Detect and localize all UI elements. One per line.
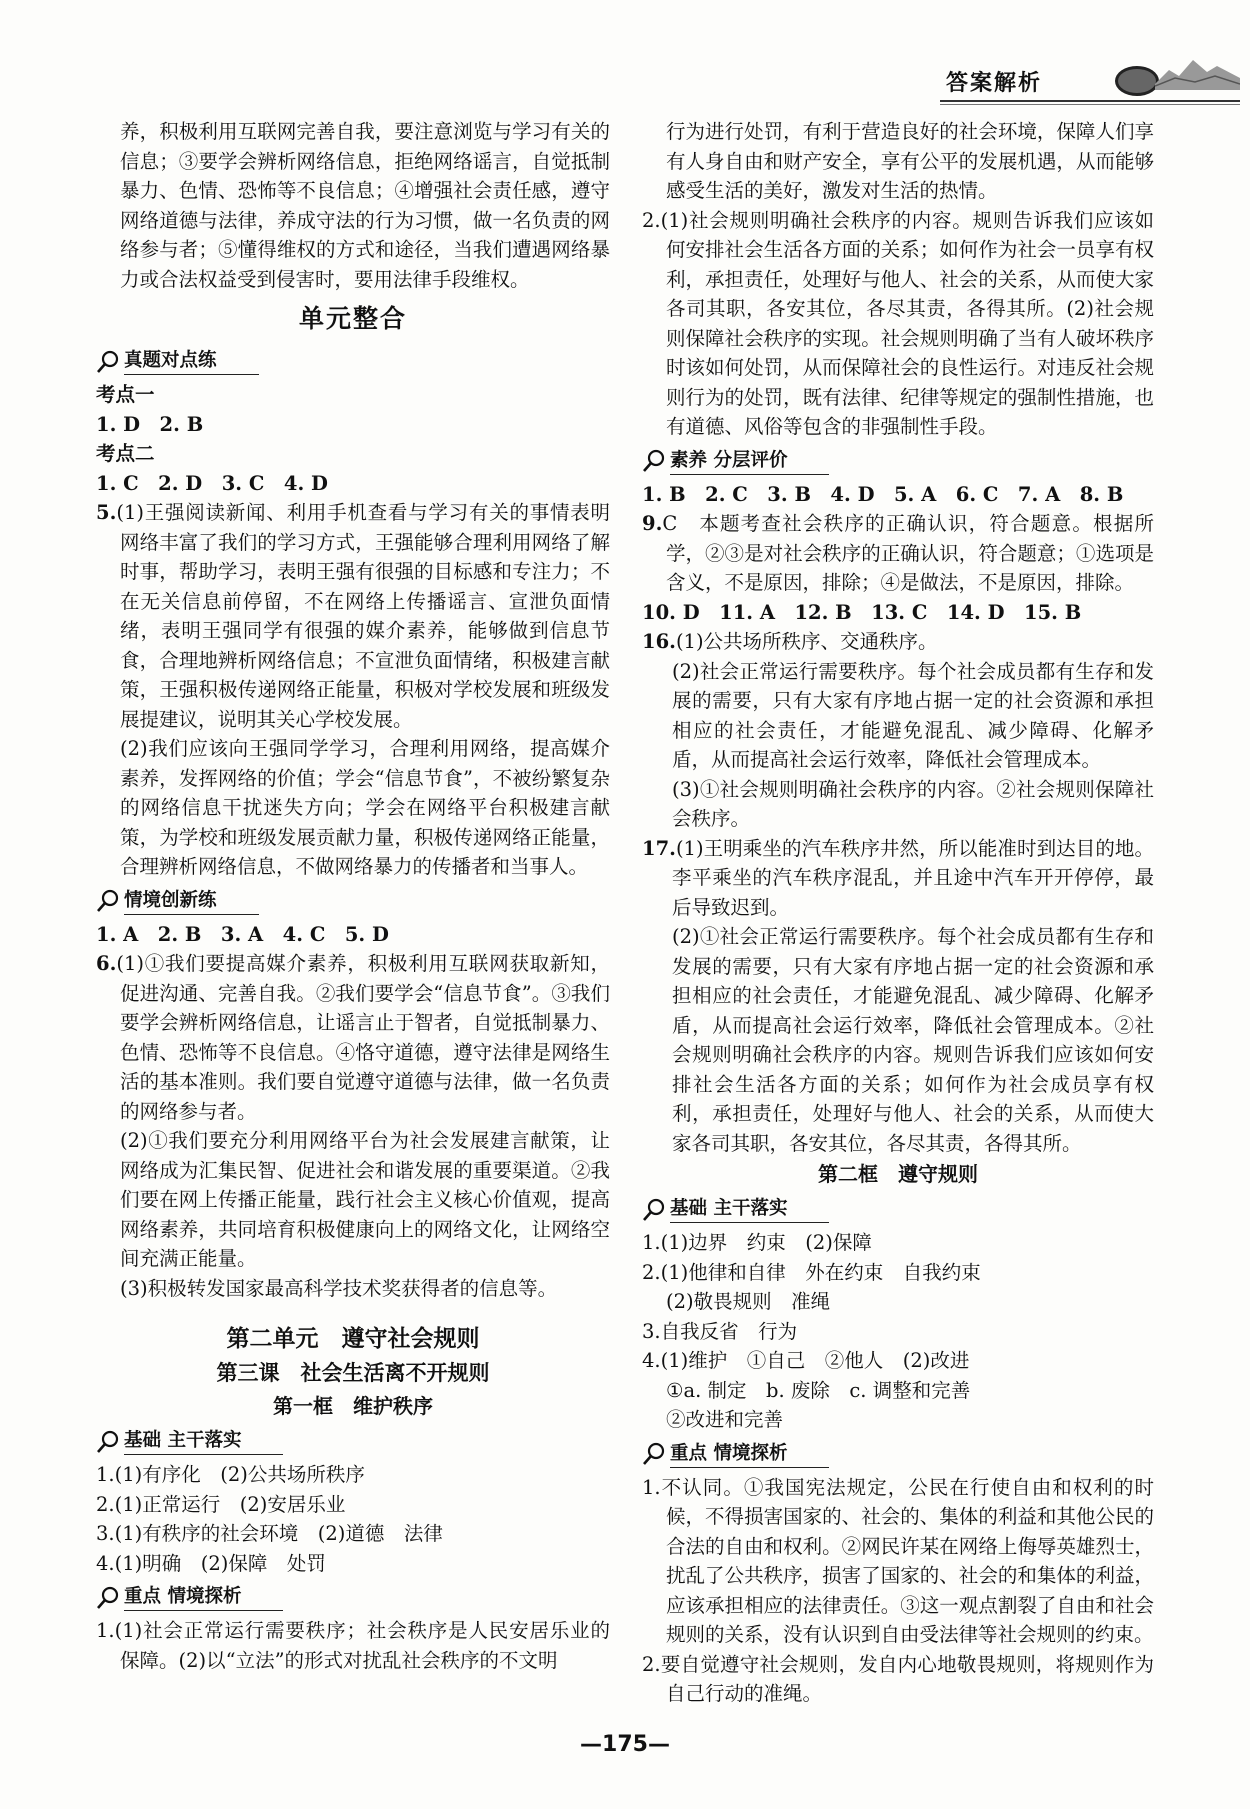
answer-line: 1. A 2. B 3. A 4. C 5. D (96, 922, 389, 946)
section-header-suyang (642, 444, 1154, 479)
fill-answer-line: 2.(1)正常运行 (2)安居乐业 (96, 1492, 346, 1516)
fill-answer-line: 3.(1)有秩序的社会环境 (2)道德 法律 (96, 1522, 443, 1545)
question-number: 17. (642, 836, 676, 860)
magnifier-icon (96, 1429, 120, 1455)
question-17 (642, 834, 1154, 923)
answer-text: (1)社会正常运行需要秩序；社会秩序是人民安居乐业的保障。(2)以“立法”的形式对扰乱社会秩序的不文明 (114, 1619, 610, 1672)
question-9 (642, 509, 1154, 598)
section-header-jichu (96, 1424, 610, 1459)
mountain-icon (1155, 50, 1240, 90)
answer-text: (1)王明乘坐的汽车秩序井然，所以能准时到达目的地。李平乘坐的汽车秩序混乱，并且途中汽车开开停停，最后导致迟到。 (672, 836, 1154, 919)
section-title: 基础 主干落实 (670, 1196, 829, 1223)
magnifier-icon (96, 349, 120, 375)
answer-text: (1)社会规则明确社会秩序的内容。规则告诉我们应该如何安排社会生活各方面的关系；如何作为社会一员享有权利，承担责任，处理好与他人、社会的关系，从而使大家各司其职，各安其位，各尽其责，各得其所。(2)社会规则保障社会秩序的实现。社会规则明确了当有人破坏秩序时该如何处罚，从而保障社会的良性运行。对违反社会规则行为的处罚，既有法律、纪律等规定的强制性措施，也有道德、风俗等包含的非强制性手段。 (660, 208, 1154, 438)
answer-line: 10. D 11. A 12. B 13. C 14. D 15. B (642, 600, 1082, 624)
fill-answer-line: 1.(1)边界 约束 (2)保障 (642, 1231, 872, 1254)
section-title: 重点 情境探析 (670, 1441, 829, 1468)
magnifier-icon (96, 888, 120, 914)
header-rule-thin (940, 104, 1240, 105)
question-number: 16. (642, 630, 676, 653)
answer-text: (1)王强阅读新闻、利用手机查看与学习有关的事情表明网络丰富了我们的学习方式，王强能够合理利用网络了解时事，帮助学习，表明王强有很强的目标感和专注力；不在无关信息前停留，不在网络上传播谣言、宣泄负面情绪，表明王强同学有很强的媒介素养，能够做到信息节食，合理地辨析网络信息；不宣泄负面情绪，积极建言献策，王强积极传递网络正能量，积极对学校发展和班级发展提建议，说明其关心学校发展。 (116, 501, 610, 731)
right-column (642, 117, 1154, 1709)
fill-answer-line: (2)敬畏规则 准绳 (666, 1290, 831, 1313)
section-title: 情境创新练 (124, 888, 259, 915)
frame-2-title: 第二框 遵守规则 (818, 1162, 978, 1186)
magnifier-icon (642, 1197, 666, 1223)
section-header-zhenti (96, 344, 610, 379)
answer-text: (3)积极转发国家最高科学技术奖获得者的信息等。 (120, 1276, 558, 1300)
section-header-jichu-2 (642, 1192, 1154, 1227)
section-header-zhongdian-2 (642, 1437, 1154, 1472)
kaodian-label: 考点一 (96, 383, 155, 406)
answer-text: (1)①我们要提高媒介素养，积极利用互联网获取新知，促进沟通、完善自我。②我们要学会“信息节食”。③我们要学会辨析网络信息，让谣言止于智者，自觉抵制暴力、色情、恐怖等不良信息。④恪守道德，遵守法律是网络生活的基本准则。我们要自觉遵守道德与法律，做一名负责的网络参与者。 (116, 952, 610, 1123)
emblem-icon (1115, 66, 1159, 96)
magnifier-icon (96, 1585, 120, 1611)
question-number: 1. (642, 1475, 661, 1499)
question-16 (642, 627, 1154, 657)
zhongdian-question-1 (96, 1616, 610, 1675)
kaodian-label: 考点二 (96, 442, 155, 465)
section-title: 基础 主干落实 (124, 1428, 283, 1455)
frame-1-title: 第一框 维护秩序 (273, 1394, 433, 1418)
section-title: 真题对点练 (124, 348, 259, 375)
answer-line: 1. D 2. B (96, 412, 204, 436)
left-column (96, 117, 610, 1675)
answer-text: (1)公共场所秩序、交通秩序。 (675, 630, 938, 653)
intro-paragraph: 养，积极利用互联网完善自我，要注意浏览与学习有关的信息；③要学会辨析网络信息，拒绝网络谣言，自觉抵制暴力、色情、恐怖等不良信息；④增强社会责任感，遵守网络道德与法律，养成守法的行为习惯，做一名负责的网络参与者；⑤懂得维权的方式和途径，当我们遭遇网络暴力或合法权益受到侵害时，要用法律手段维权。 (120, 120, 610, 291)
unit-2-title: 第二单元 遵守社会规则 (226, 1326, 480, 1352)
fill-answer-line: ①a. 制定 b. 废除 c. 调整和完善 (666, 1378, 971, 1402)
fill-answer-line: 4.(1)明确 (2)保障 处罚 (96, 1551, 326, 1575)
zhongdian2-question-1 (642, 1473, 1154, 1650)
section-title: 重点 情境探析 (124, 1584, 283, 1611)
lesson-3-title: 第三课 社会生活离不开规则 (216, 1361, 490, 1385)
question-number: 5. (96, 501, 117, 524)
question-number: 2. (642, 208, 661, 232)
fill-answer-line: 3.自我反省 行为 (642, 1319, 798, 1343)
fill-answer-line: ②改进和完善 (666, 1408, 784, 1431)
section-title: 素养 分层评价 (670, 448, 829, 475)
answer-text: (2)①我们要充分利用网络平台为社会发展建言献策，让网络成为汇集民智、促进社会和谐发展的重要渠道。②我们要在网上传播正能量，践行社会主义核心价值观，提高网络素养，共同培育积极健康向上的网络文化，让网络空间充满正能量。 (120, 1129, 610, 1270)
answer-text: (2)社会正常运行需要秩序。每个社会成员都有生存和发展的需要，只有大家有序地占据一定的社会资源和承担相应的社会责任，才能避免混乱、减少障碍、化解矛盾，从而提高社会运行效率，降低社会管理成本。 (672, 659, 1154, 771)
magnifier-icon (642, 448, 666, 474)
question-number: 1. (96, 1619, 115, 1642)
unit-summary-title: 单元整合 (298, 304, 407, 333)
answer-text: 不认同。①我国宪法规定，公民在行使自由和权利的时候，不得损害国家的、社会的、集体的利益和其他公民的合法的自由和权利。②网民许某在网络上侮辱英雄烈士，扰乱了公共秩序，损害了国家的、社会的和集体的利益，应该承担相应的法律责任。③这一观点割裂了自由和社会规则的关系，没有认识到自由受法律等社会规则的约束。 (660, 1475, 1154, 1646)
answer-text: (2)①社会正常运行需要秩序。每个社会成员都有生存和发展的需要，只有大家有序地占据一定的社会资源和承担相应的社会责任，才能避免混乱、减少障碍、化解矛盾，从而提高社会运行效率，降低社会管理成本。②社会规则明确社会秩序的内容。规则告诉我们应该如何安排社会生活各方面的关系；如何作为社会成员享有权利，承担责任，处理好与他人、社会的关系，从而使大家各司其职，各安其位，各尽其责，各得其所。 (672, 925, 1154, 1155)
question-number: 9. (642, 512, 663, 535)
zhongdian2-question-2 (642, 1650, 1154, 1709)
fill-answer-line: 2.(1)他律和自律 外在约束 自我约束 (642, 1260, 981, 1284)
zhongdian-question-2 (642, 206, 1154, 442)
answer-text: (3)①社会规则明确社会秩序的内容。②社会规则保障社会秩序。 (672, 777, 1154, 830)
answer-line: 1. B 2. C 3. B 4. D 5. A 6. C 7. A 8. B (642, 482, 1124, 506)
page-header (940, 58, 1240, 108)
answer-text: (2)我们应该向王强同学学习，合理利用网络，提高媒介素养，发挥网络的价值；学会“信息节食”，不被纷繁复杂的网络信息干扰迷失方向；学会在网络平台积极建言献策，为学校和班级发展贡献力量，积极传递网络正能量，合理辨析网络信息，不做网络暴力的传播者和当事人。 (120, 737, 610, 878)
fill-answer-line: 4.(1)维护 ①自己 ②他人 (2)改进 (642, 1349, 970, 1372)
answer-text: C 本题考查社会秩序的正确认识，符合题意。根据所学，②③是对社会秩序的正确认识，符合题意；①选项是含义，不是原因，排除；④是做法，不是原因，排除。 (662, 512, 1154, 594)
section-header-zhongdian (96, 1580, 610, 1615)
section-header-qingjing (96, 884, 610, 919)
answer-text: 要自觉遵守社会规则，发自内心地敬畏规则，将规则作为自己行动的准绳。 (660, 1652, 1154, 1705)
question-6 (96, 949, 610, 1126)
question-number: 2. (642, 1652, 661, 1676)
page-number: —175— (580, 1732, 670, 1757)
question-number: 6. (96, 952, 117, 975)
fill-answer-line: 1.(1)有序化 (2)公共场所秩序 (96, 1463, 365, 1486)
header-rule (940, 100, 1240, 102)
question-5 (96, 498, 610, 734)
continued-paragraph: 行为进行处罚，有利于营造良好的社会环境，保障人们享有人身自由和财产安全，享有公平的发展机遇，从而能够感受生活的美好，激发对生活的热情。 (666, 120, 1154, 202)
header-title: 答案解析 (946, 71, 1043, 96)
answer-line: 1. C 2. D 3. C 4. D (96, 471, 328, 495)
magnifier-icon (642, 1441, 666, 1467)
